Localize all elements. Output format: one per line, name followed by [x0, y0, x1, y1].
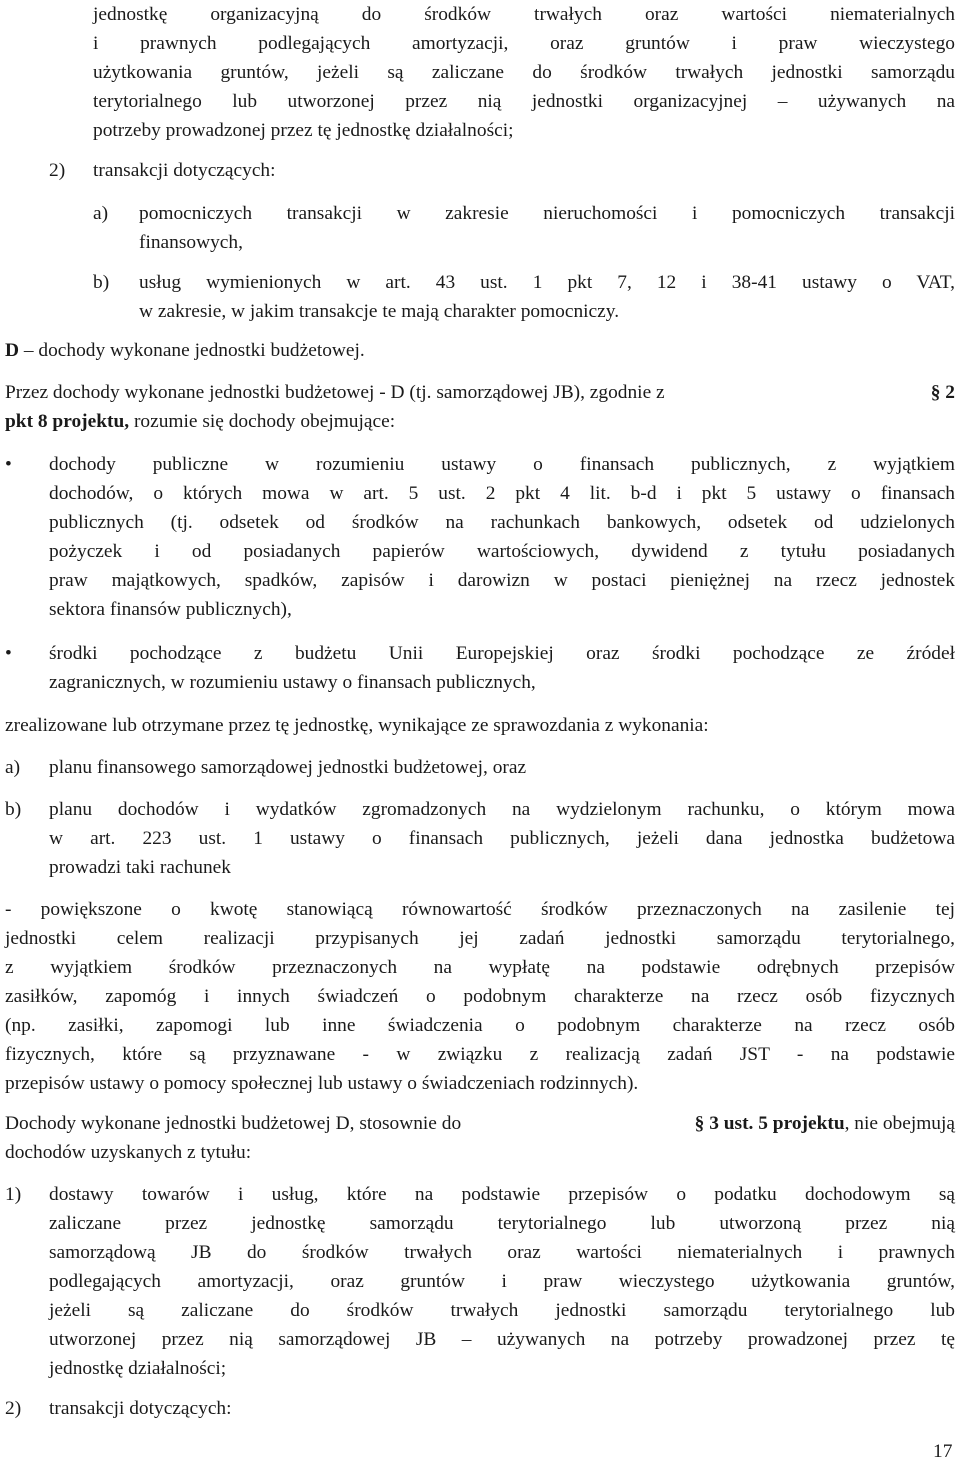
- text-line: użytkowania gruntów, jeżeli są zaliczane do środków trwałych jednostki samorządu: [93, 62, 955, 83]
- text-line: utworzonej przez nią samorządowej JB – używanych na potrzeby prowadzonej przez tę: [49, 1329, 955, 1350]
- text-line: podlegających amortyzacji, oraz gruntów i praw wieczystego użytkowania gruntów,: [49, 1271, 955, 1292]
- text-line: praw majątkowych, spadków, zapisów i darowizn w postaci pieniężnej na rzecz jednostek: [49, 570, 955, 591]
- bullet-marker: •: [5, 454, 12, 475]
- section-d-heading: [5, 336, 365, 365]
- bullet-marker: •: [5, 643, 12, 664]
- realized-line: zrealizowane lub otrzymane przez tę jednostkę, wynikające ze sprawozdania z wykonania:: [5, 715, 709, 736]
- paragraph-reference: § 2: [930, 382, 955, 403]
- text-line: zasiłków, zapomóg i innych świadczeń o podobnym charakterze na rzecz osób fizycznych: [5, 986, 955, 1007]
- text-line: jednostkę działalności;: [49, 1358, 227, 1379]
- text-line: dostawy towarów i usług, które na podstawie przepisów o podatku dochodowym są: [49, 1184, 955, 1205]
- text-line: pomocniczych transakcji w zakresie nieruchomości i pomocniczych transakcji: [139, 203, 955, 224]
- text-line: dochodów, o których mowa w art. 5 ust. 2 pkt 4 lit. b-d i pkt 5 ustawy o finansach: [49, 483, 955, 504]
- intro-text: rozumie się dochody obejmujące:: [129, 411, 396, 432]
- exclusion-item-text: transakcji dotyczących:: [49, 1398, 232, 1419]
- text-line: jednostkę organizacyjną do środków trwałych oraz wartości niematerialnych: [93, 4, 955, 25]
- exclusion-line-2: dochodów uzyskanych z tytułu:: [5, 1142, 252, 1163]
- text-line: jednostki celem realizacji przypisanych jej zadań jednostki samorządu terytorialnego,: [5, 928, 955, 949]
- sub-item-label: b): [93, 272, 110, 293]
- exclusion-tail: [695, 1109, 955, 1138]
- section-d-heading-text: – dochody wykonane jednostki budżetowej.: [19, 340, 365, 361]
- plan-item-text: planu finansowego samorządowej jednostki budżetowej, oraz: [49, 757, 527, 778]
- text-line: prowadzi taki rachunek: [49, 857, 231, 878]
- text-line: sektora finansów publicznych),: [49, 599, 292, 620]
- text-line: i prawnych podlegających amortyzacji, oraz gruntów i praw wieczystego: [93, 33, 955, 54]
- sub-item-label: a): [93, 203, 109, 224]
- text-line: zaliczane przez jednostkę samorządu terytorialnego lub utworzoną przez nią: [49, 1213, 955, 1234]
- text-line: zagranicznych, w rozumieniu ustawy o finansach publicznych,: [49, 672, 536, 693]
- list-item-text: transakcji dotyczących:: [93, 160, 276, 181]
- exclusion-text: Dochody wykonane jednostki budżetowej D, stosownie do: [5, 1113, 462, 1134]
- exclusion-item-label: 2): [5, 1398, 22, 1419]
- text-line: publicznych (tj. odsetek od środków na rachunkach bankowych, odsetek od udzielonych: [49, 512, 955, 533]
- section-d-intro-line-1: [5, 378, 955, 407]
- text-line: pożyczek i od posiadanych papierów wartościowych, dywidend z tytułu posiadanych: [49, 541, 955, 562]
- text-line: usług wymienionych w art. 43 ust. 1 pkt 7, 12 i 38-41 ustawy o VAT,: [139, 272, 955, 293]
- plan-item-label: b): [5, 799, 22, 820]
- paragraph-reference: § 3 ust. 5 projektu: [694, 1113, 845, 1134]
- text-line: w zakresie, w jakim transakcje te mają charakter pomocniczy.: [139, 301, 620, 322]
- text-line: środki pochodzące z budżetu Unii Europejskiej oraz środki pochodzące ze źródeł: [49, 643, 955, 664]
- text-line: (np. zasiłki, zapomogi lub inne świadczenia o podobnym charakterze na rzecz osób: [5, 1015, 955, 1036]
- exclusion-item-label: 1): [5, 1184, 22, 1205]
- exclusion-line-1: [5, 1109, 955, 1138]
- list-item-label: 2): [49, 160, 66, 181]
- text-line: - powiększone o kwotę stanowiącą równowartość środków przeznaczonych na zasilenie tej: [5, 899, 955, 920]
- page-number: 17: [933, 1441, 953, 1462]
- text-line: fizycznych, które są przyznawane - w związku z realizacją zadań JST - na podstawie: [5, 1044, 955, 1065]
- text-line: samorządową JB do środków trwałych oraz wartości niematerialnych i prawnych: [49, 1242, 955, 1263]
- intro-text: Przez dochody wykonane jednostki budżetowej - D (tj. samorządowej JB), zgodnie z: [5, 382, 665, 403]
- text-line: jeżeli są zaliczane do środków trwałych jednostki samorządu terytorialnego lub: [49, 1300, 955, 1321]
- exclusion-text: , nie obejmują: [844, 1113, 955, 1134]
- text-line: w art. 223 ust. 1 ustawy o finansach publicznych, jeżeli dana jednostka budżetowa: [49, 828, 955, 849]
- section-d-intro-line-2: [5, 407, 395, 436]
- paragraph-reference: pkt 8 projektu,: [5, 411, 130, 432]
- text-line: z wyjątkiem środków przeznaczonych na wypłatę na podstawie odrębnych przepisów: [5, 957, 955, 978]
- text-line: planu dochodów i wydatków zgromadzonych na wydzielonym rachunku, o którym mowa: [49, 799, 955, 820]
- text-line: potrzeby prowadzonej przez tę jednostkę działalności;: [93, 120, 514, 141]
- section-d-letter: D: [5, 340, 20, 361]
- text-line: dochody publiczne w rozumieniu ustawy o finansach publicznych, z wyjątkiem: [49, 454, 955, 475]
- plan-item-label: a): [5, 757, 21, 778]
- text-line: finansowych,: [139, 232, 243, 253]
- text-line: terytorialnego lub utworzonej przez nią jednostki organizacyjnej – używanych na: [93, 91, 955, 112]
- text-line: przepisów ustawy o pomocy społecznej lub ustawy o świadczeniach rodzinnych).: [5, 1073, 639, 1094]
